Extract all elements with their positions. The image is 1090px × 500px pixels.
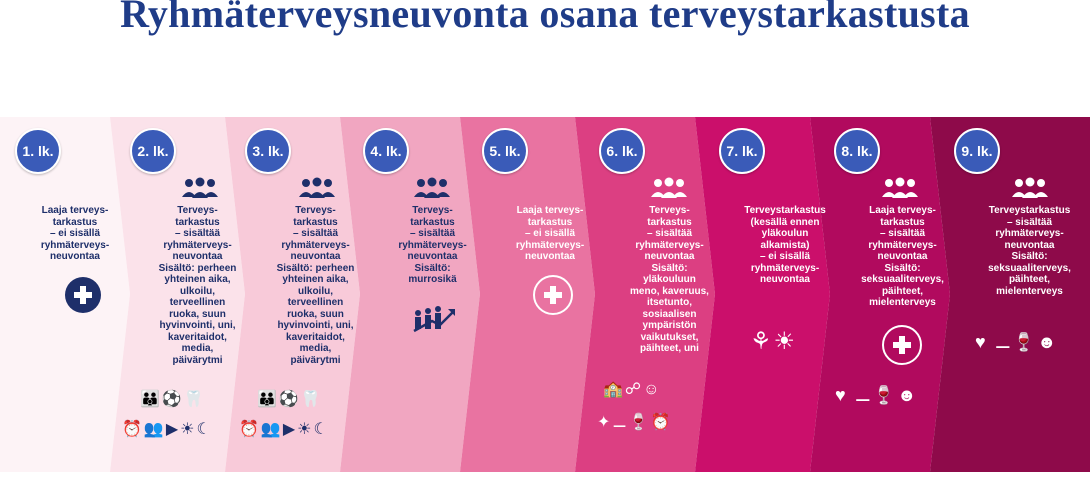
topic-icons-row-2 <box>122 419 213 439</box>
grade-badge: 7. lk. <box>719 128 765 174</box>
topic-icons <box>750 327 797 356</box>
group-icon <box>880 177 920 199</box>
grade-8-column <box>810 117 950 472</box>
play-icon: ▶ <box>165 421 181 438</box>
growth-icon <box>412 303 456 333</box>
medical-cross-icon <box>65 277 101 313</box>
smoking-icon: ⚊ <box>854 385 873 405</box>
network-icon: ☍ <box>624 381 644 398</box>
grade-4-column <box>340 117 480 472</box>
grade-text: Terveys- tarkastus – sisältää ryhmäterveys- neuvontaa Sisältö: perheen yhteinen aika, ulkoilu, terveellinen ruoka, suun hyvinvointi, uni, kaveritaidot, media, päivärytmi <box>158 205 237 366</box>
group-icon <box>649 177 689 199</box>
people-icon: 👥 <box>260 421 283 438</box>
grade-text: Laaja terveys- tarkastus – ei sisällä ryhmäterveys- neuvontaa <box>515 205 585 262</box>
mind-icon: ☻ <box>897 385 919 405</box>
heart-icon: ♥ <box>835 385 848 405</box>
alarm-icon: ⏰ <box>650 414 673 431</box>
group-icon <box>297 177 337 199</box>
grade-text: Terveys- tarkastus – sisältää ryhmäterveys- neuvontaa Sisältö: yläkouluun meno, kaveruus, itsetunto, sosiaalisen ympäristön vaikutukset, päihteet, uni <box>630 205 709 354</box>
topic-icons-row-1 <box>140 389 206 409</box>
mind-icon: ☻ <box>1037 332 1059 352</box>
medical-cross-icon <box>533 275 573 315</box>
wine-icon: 🍷 <box>872 385 898 405</box>
grade-badge: 5. lk. <box>482 128 528 174</box>
topic-icons-row-1 <box>603 379 661 399</box>
tooth-icon: 🦷 <box>183 391 206 408</box>
grade-text: Laaja terveys- tarkastus – ei sisällä ryhmäterveys- neuvontaa <box>40 205 110 262</box>
grade-badge: 2. lk. <box>130 128 176 174</box>
family-icon: 👪 <box>257 391 279 408</box>
heart-icon: ♥ <box>975 332 988 352</box>
wine-icon: 🍷 <box>1012 332 1038 352</box>
sun-moon-icon: ☀☾ <box>297 421 330 438</box>
smoking-icon: ⚊ <box>994 332 1013 352</box>
grade-6-column <box>575 117 715 472</box>
grade-text: Terveystarkastus (kesällä ennen yläkoulun alkamista) – ei sisällä ryhmäterveys- neuvontaa <box>744 205 826 285</box>
sun-icon: ☀ <box>773 328 798 355</box>
topic-icons <box>835 385 918 406</box>
grade-badge: 1. lk. <box>15 128 61 174</box>
grade-badge: 9. lk. <box>954 128 1000 174</box>
grade-badge: 4. lk. <box>363 128 409 174</box>
medical-cross-icon <box>882 325 922 365</box>
clock-icon: ⏰ <box>239 421 261 438</box>
star-icon: ✦ <box>597 414 613 431</box>
sun-moon-icon: ☀☾ <box>180 421 213 438</box>
grade-text: Terveys- tarkastus – sisältää ryhmäterveys- neuvontaa Sisältö: murrosikä <box>398 205 467 285</box>
flipflops-icon: ⚘ <box>750 328 774 355</box>
grade-text: Terveystarkastus – sisältää ryhmäterveys- neuvontaa Sisältö: seksuaaliterveys, päihteet, mielenterveys <box>988 205 1071 297</box>
tooth-icon: 🦷 <box>300 391 323 408</box>
people-icon: 👥 <box>143 421 166 438</box>
grade-badge: 8. lk. <box>834 128 880 174</box>
group-icon <box>412 177 452 199</box>
play-icon: ▶ <box>282 421 298 438</box>
group-icon <box>180 177 220 199</box>
topic-icons-row-2 <box>239 419 330 439</box>
heads-icon: ☺ <box>643 381 662 398</box>
grade-badge: 3. lk. <box>245 128 291 174</box>
ball-icon: ⚽ <box>161 391 184 408</box>
topic-icons-row-1 <box>257 389 323 409</box>
page-title: Ryhmäterveysneuvonta osana terveystarkastusta <box>120 0 970 36</box>
topic-icons <box>975 332 1058 353</box>
topic-icons-row-2 <box>597 412 673 432</box>
smoking-icon: ⚊ <box>612 414 629 431</box>
family-icon: 👪 <box>140 391 162 408</box>
grade-text: Laaja terveys- tarkastus – sisältää ryhmäterveys- neuvontaa Sisältö: seksuaaliterveys, päihteet, mielenterveys <box>861 205 944 308</box>
grade-badge: 6. lk. <box>599 128 645 174</box>
grade-9-column <box>930 117 1090 472</box>
school-icon: 🏫 <box>603 381 625 398</box>
clock-icon: ⏰ <box>122 421 144 438</box>
grade-text: Terveys- tarkastus – sisältää ryhmäterveys- neuvontaa Sisältö: perheen yhteinen aika, ulkoilu, terveellinen ruoka, suun hyvinvointi, uni, kaveritaidot, media, päivärytmi <box>276 205 355 366</box>
group-icon <box>1010 177 1050 199</box>
wine-icon: 🍷 <box>628 414 651 431</box>
ball-icon: ⚽ <box>278 391 301 408</box>
